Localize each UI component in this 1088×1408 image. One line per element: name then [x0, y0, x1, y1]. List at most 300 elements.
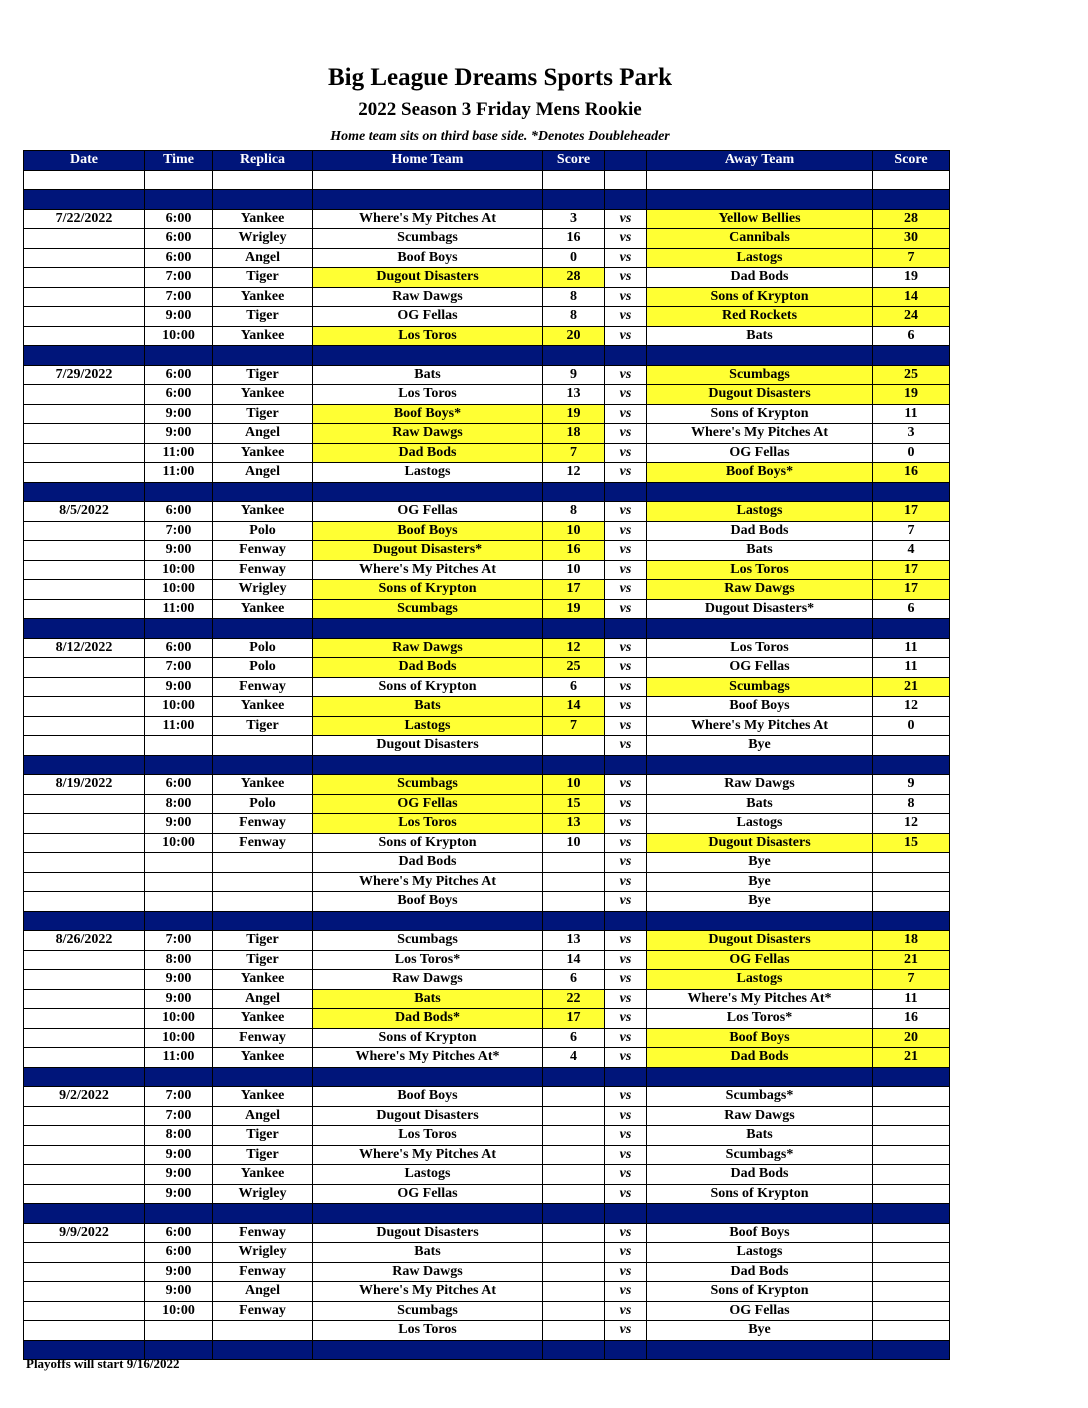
game-date — [24, 521, 145, 541]
table-row — [24, 794, 950, 814]
home-score — [543, 1243, 605, 1263]
home-score: 14 — [543, 697, 605, 717]
away-score — [873, 1145, 950, 1165]
away-team: Sons of Krypton — [647, 404, 873, 424]
game-replica: Tiger — [213, 1126, 313, 1146]
table-row — [24, 1243, 950, 1263]
table-row — [24, 697, 950, 717]
game-replica: Angel — [213, 424, 313, 444]
game-replica: Fenway — [213, 1028, 313, 1048]
home-team: Raw Dawgs — [313, 1262, 543, 1282]
game-date: 8/5/2022 — [24, 502, 145, 522]
away-team: OG Fellas — [647, 1301, 873, 1321]
game-time: 9:00 — [145, 424, 213, 444]
table-row — [24, 209, 950, 229]
vs-label: vs — [605, 1126, 647, 1146]
home-team: Boof Boys — [313, 521, 543, 541]
game-date — [24, 248, 145, 268]
vs-label: vs — [605, 307, 647, 327]
table-row — [24, 580, 950, 600]
table-row — [24, 1028, 950, 1048]
home-team: Scumbags — [313, 229, 543, 249]
away-score: 7 — [873, 970, 950, 990]
schedule-table — [23, 150, 950, 1360]
home-team: OG Fellas — [313, 1184, 543, 1204]
table-row — [24, 716, 950, 736]
game-replica: Tiger — [213, 931, 313, 951]
game-time: 9:00 — [145, 677, 213, 697]
home-score: 17 — [543, 580, 605, 600]
home-team: Where's My Pitches At* — [313, 1048, 543, 1068]
away-score — [873, 853, 950, 873]
home-score — [543, 1145, 605, 1165]
home-team: Scumbags — [313, 599, 543, 619]
game-date — [24, 599, 145, 619]
game-replica: Wrigley — [213, 1243, 313, 1263]
table-row — [24, 775, 950, 795]
home-score: 13 — [543, 385, 605, 405]
home-team: OG Fellas — [313, 794, 543, 814]
vs-label: vs — [605, 697, 647, 717]
away-team: Bye — [647, 1321, 873, 1341]
home-score — [543, 1223, 605, 1243]
game-replica — [213, 872, 313, 892]
col-time: Time — [145, 151, 213, 171]
home-score: 10 — [543, 521, 605, 541]
home-team: Where's My Pitches At — [313, 560, 543, 580]
home-score: 22 — [543, 989, 605, 1009]
game-time: 7:00 — [145, 931, 213, 951]
table-row — [24, 404, 950, 424]
week-separator — [24, 755, 950, 775]
game-replica: Fenway — [213, 833, 313, 853]
game-date — [24, 872, 145, 892]
game-replica: Fenway — [213, 541, 313, 561]
away-score: 6 — [873, 599, 950, 619]
away-team: Lastogs — [647, 814, 873, 834]
vs-label: vs — [605, 1106, 647, 1126]
home-team: Dugout Disasters — [313, 736, 543, 756]
home-team: Lastogs — [313, 1165, 543, 1185]
game-date: 8/12/2022 — [24, 638, 145, 658]
table-row — [24, 229, 950, 249]
game-date — [24, 970, 145, 990]
away-score: 25 — [873, 365, 950, 385]
home-score — [543, 1184, 605, 1204]
table-row — [24, 1223, 950, 1243]
table-row — [24, 892, 950, 912]
game-replica: Yankee — [213, 1009, 313, 1029]
game-time: 10:00 — [145, 1009, 213, 1029]
home-score: 13 — [543, 814, 605, 834]
table-row — [24, 814, 950, 834]
game-date — [24, 1145, 145, 1165]
vs-label: vs — [605, 716, 647, 736]
table-row — [24, 443, 950, 463]
table-row — [24, 1301, 950, 1321]
game-replica: Tiger — [213, 1145, 313, 1165]
away-team: Dad Bods — [647, 1048, 873, 1068]
game-time: 6:00 — [145, 1243, 213, 1263]
vs-label: vs — [605, 638, 647, 658]
away-score: 9 — [873, 775, 950, 795]
away-score: 17 — [873, 502, 950, 522]
game-time: 9:00 — [145, 1145, 213, 1165]
game-replica: Fenway — [213, 1223, 313, 1243]
table-row — [24, 638, 950, 658]
home-team: Boof Boys* — [313, 404, 543, 424]
game-time: 11:00 — [145, 716, 213, 736]
vs-label: vs — [605, 1262, 647, 1282]
away-team: Los Toros — [647, 560, 873, 580]
away-score: 21 — [873, 950, 950, 970]
home-score: 10 — [543, 775, 605, 795]
table-row — [24, 287, 950, 307]
home-score: 9 — [543, 365, 605, 385]
away-team: Dugout Disasters — [647, 931, 873, 951]
game-replica: Yankee — [213, 1048, 313, 1068]
home-team: Boof Boys — [313, 892, 543, 912]
away-team: Raw Dawgs — [647, 775, 873, 795]
game-replica: Yankee — [213, 599, 313, 619]
game-time: 9:00 — [145, 814, 213, 834]
page-subtitle: 2022 Season 3 Friday Mens Rookie — [358, 99, 642, 120]
away-team: Cannibals — [647, 229, 873, 249]
away-team: Raw Dawgs — [647, 1106, 873, 1126]
game-time — [145, 872, 213, 892]
game-time: 10:00 — [145, 560, 213, 580]
vs-label: vs — [605, 521, 647, 541]
game-date — [24, 1165, 145, 1185]
away-team: Bye — [647, 736, 873, 756]
away-score — [873, 1321, 950, 1341]
game-date — [24, 326, 145, 346]
away-team: Scumbags — [647, 365, 873, 385]
table-row — [24, 989, 950, 1009]
game-replica: Yankee — [213, 443, 313, 463]
home-team: Boof Boys — [313, 248, 543, 268]
game-time: 9:00 — [145, 307, 213, 327]
game-time: 10:00 — [145, 326, 213, 346]
home-team: Dad Bods — [313, 658, 543, 678]
vs-label: vs — [605, 1145, 647, 1165]
home-team: Los Toros — [313, 814, 543, 834]
home-score: 8 — [543, 307, 605, 327]
schedule-body — [24, 170, 950, 1360]
game-date — [24, 424, 145, 444]
away-score: 17 — [873, 560, 950, 580]
home-score: 10 — [543, 833, 605, 853]
home-score: 8 — [543, 287, 605, 307]
game-date: 8/26/2022 — [24, 931, 145, 951]
away-score: 21 — [873, 1048, 950, 1068]
game-replica: Yankee — [213, 1165, 313, 1185]
table-row — [24, 424, 950, 444]
home-score: 6 — [543, 970, 605, 990]
away-score: 12 — [873, 697, 950, 717]
home-team: Sons of Krypton — [313, 580, 543, 600]
game-date — [24, 1028, 145, 1048]
vs-label: vs — [605, 502, 647, 522]
away-score: 11 — [873, 989, 950, 1009]
game-replica: Angel — [213, 463, 313, 483]
home-score: 6 — [543, 1028, 605, 1048]
home-score: 20 — [543, 326, 605, 346]
home-team: Los Toros — [313, 326, 543, 346]
vs-label: vs — [605, 326, 647, 346]
away-team: Dugout Disasters* — [647, 599, 873, 619]
game-date — [24, 1048, 145, 1068]
game-replica: Tiger — [213, 365, 313, 385]
vs-label: vs — [605, 463, 647, 483]
away-score: 24 — [873, 307, 950, 327]
home-team: Dugout Disasters* — [313, 541, 543, 561]
game-time: 11:00 — [145, 443, 213, 463]
game-replica: Tiger — [213, 268, 313, 288]
home-score: 10 — [543, 560, 605, 580]
vs-label: vs — [605, 1321, 647, 1341]
away-score: 11 — [873, 404, 950, 424]
game-date — [24, 463, 145, 483]
game-date: 7/22/2022 — [24, 209, 145, 229]
game-time: 9:00 — [145, 970, 213, 990]
vs-label: vs — [605, 658, 647, 678]
table-row — [24, 1184, 950, 1204]
home-team: OG Fellas — [313, 502, 543, 522]
game-date — [24, 580, 145, 600]
home-score: 4 — [543, 1048, 605, 1068]
vs-label: vs — [605, 1243, 647, 1263]
away-team: Los Toros* — [647, 1009, 873, 1029]
col-home-team: Home Team — [313, 151, 543, 171]
home-team: Where's My Pitches At — [313, 872, 543, 892]
game-date: 9/2/2022 — [24, 1087, 145, 1107]
home-team: Sons of Krypton — [313, 677, 543, 697]
game-replica: Polo — [213, 521, 313, 541]
schedule-note: Home team sits on third base side. *Denotes Doubleheader — [330, 129, 670, 144]
page-title: Big League Dreams Sports Park — [328, 64, 672, 91]
away-score — [873, 1282, 950, 1302]
game-date — [24, 950, 145, 970]
vs-label: vs — [605, 736, 647, 756]
game-replica: Yankee — [213, 502, 313, 522]
vs-label: vs — [605, 599, 647, 619]
game-date — [24, 287, 145, 307]
home-team: Lastogs — [313, 716, 543, 736]
week-separator — [24, 1067, 950, 1087]
home-team: Dugout Disasters — [313, 1106, 543, 1126]
away-score: 28 — [873, 209, 950, 229]
game-replica: Yankee — [213, 775, 313, 795]
table-row — [24, 853, 950, 873]
game-time: 6:00 — [145, 385, 213, 405]
game-date — [24, 658, 145, 678]
away-score: 0 — [873, 716, 950, 736]
table-row — [24, 599, 950, 619]
game-time: 7:00 — [145, 1087, 213, 1107]
table-row — [24, 268, 950, 288]
away-team: Sons of Krypton — [647, 287, 873, 307]
blank-row — [24, 170, 950, 190]
home-score: 7 — [543, 443, 605, 463]
game-time: 7:00 — [145, 268, 213, 288]
game-time: 10:00 — [145, 1301, 213, 1321]
table-row — [24, 1087, 950, 1107]
game-replica — [213, 892, 313, 912]
table-row — [24, 1165, 950, 1185]
away-score — [873, 1243, 950, 1263]
away-team: Bats — [647, 1126, 873, 1146]
vs-label: vs — [605, 424, 647, 444]
away-team: Dugout Disasters — [647, 385, 873, 405]
game-date — [24, 677, 145, 697]
game-date — [24, 1321, 145, 1341]
home-team: Los Toros — [313, 1321, 543, 1341]
table-row — [24, 833, 950, 853]
vs-label: vs — [605, 404, 647, 424]
home-score — [543, 1106, 605, 1126]
game-date — [24, 892, 145, 912]
vs-label: vs — [605, 775, 647, 795]
home-score — [543, 853, 605, 873]
game-time: 11:00 — [145, 463, 213, 483]
table-row — [24, 1262, 950, 1282]
table-row — [24, 1106, 950, 1126]
game-time: 9:00 — [145, 1184, 213, 1204]
table-row — [24, 970, 950, 990]
vs-label: vs — [605, 931, 647, 951]
game-time: 6:00 — [145, 229, 213, 249]
home-score: 16 — [543, 541, 605, 561]
home-team: Los Toros — [313, 1126, 543, 1146]
away-score — [873, 1087, 950, 1107]
vs-label: vs — [605, 677, 647, 697]
table-row — [24, 1145, 950, 1165]
game-replica: Yankee — [213, 326, 313, 346]
vs-label: vs — [605, 229, 647, 249]
home-team: Raw Dawgs — [313, 287, 543, 307]
game-time: 6:00 — [145, 209, 213, 229]
away-team: Dad Bods — [647, 1262, 873, 1282]
game-date — [24, 716, 145, 736]
home-team: Raw Dawgs — [313, 638, 543, 658]
home-score: 13 — [543, 931, 605, 951]
game-date — [24, 307, 145, 327]
game-replica: Tiger — [213, 307, 313, 327]
table-row — [24, 931, 950, 951]
col-date: Date — [24, 151, 145, 171]
table-row — [24, 677, 950, 697]
col-replica: Replica — [213, 151, 313, 171]
home-score: 0 — [543, 248, 605, 268]
game-replica: Yankee — [213, 697, 313, 717]
table-row — [24, 365, 950, 385]
game-date — [24, 1184, 145, 1204]
away-score — [873, 892, 950, 912]
game-replica: Fenway — [213, 1262, 313, 1282]
home-team: Dugout Disasters — [313, 1223, 543, 1243]
week-separator — [24, 482, 950, 502]
vs-label: vs — [605, 1223, 647, 1243]
away-team: Boof Boys* — [647, 463, 873, 483]
game-date: 8/19/2022 — [24, 775, 145, 795]
home-score: 28 — [543, 268, 605, 288]
vs-label: vs — [605, 794, 647, 814]
game-date — [24, 833, 145, 853]
vs-label: vs — [605, 268, 647, 288]
game-replica: Angel — [213, 1282, 313, 1302]
away-score: 11 — [873, 638, 950, 658]
game-time: 9:00 — [145, 989, 213, 1009]
home-team: Dad Bods* — [313, 1009, 543, 1029]
away-team: Raw Dawgs — [647, 580, 873, 600]
away-team: Boof Boys — [647, 697, 873, 717]
away-score: 15 — [873, 833, 950, 853]
game-replica: Polo — [213, 794, 313, 814]
game-date — [24, 404, 145, 424]
game-date — [24, 1009, 145, 1029]
game-replica — [213, 1321, 313, 1341]
col-away-team: Away Team — [647, 151, 873, 171]
table-row — [24, 385, 950, 405]
away-score: 11 — [873, 658, 950, 678]
col-away-score: Score — [873, 151, 950, 171]
table-row — [24, 1009, 950, 1029]
game-replica — [213, 853, 313, 873]
home-team: Boof Boys — [313, 1087, 543, 1107]
away-team: Bats — [647, 541, 873, 561]
game-time — [145, 892, 213, 912]
away-score — [873, 1126, 950, 1146]
week-separator — [24, 911, 950, 931]
away-score — [873, 736, 950, 756]
table-row — [24, 541, 950, 561]
home-team: Bats — [313, 989, 543, 1009]
game-time: 7:00 — [145, 658, 213, 678]
home-score — [543, 1165, 605, 1185]
vs-label: vs — [605, 1087, 647, 1107]
vs-label: vs — [605, 814, 647, 834]
game-replica: Yankee — [213, 385, 313, 405]
table-row — [24, 658, 950, 678]
away-team: Scumbags — [647, 677, 873, 697]
game-time: 10:00 — [145, 580, 213, 600]
away-score — [873, 1223, 950, 1243]
home-score: 7 — [543, 716, 605, 736]
game-date — [24, 736, 145, 756]
game-date — [24, 814, 145, 834]
home-score: 3 — [543, 209, 605, 229]
game-time: 6:00 — [145, 502, 213, 522]
away-score: 20 — [873, 1028, 950, 1048]
vs-label: vs — [605, 365, 647, 385]
vs-label: vs — [605, 989, 647, 1009]
away-score: 12 — [873, 814, 950, 834]
away-score: 7 — [873, 248, 950, 268]
away-team: OG Fellas — [647, 950, 873, 970]
vs-label: vs — [605, 209, 647, 229]
home-team: Sons of Krypton — [313, 833, 543, 853]
game-date — [24, 1282, 145, 1302]
home-score: 12 — [543, 463, 605, 483]
game-time: 8:00 — [145, 1126, 213, 1146]
game-replica — [213, 736, 313, 756]
game-time: 10:00 — [145, 1028, 213, 1048]
table-row — [24, 326, 950, 346]
away-score: 18 — [873, 931, 950, 951]
away-team: Where's My Pitches At* — [647, 989, 873, 1009]
home-team: Sons of Krypton — [313, 1028, 543, 1048]
